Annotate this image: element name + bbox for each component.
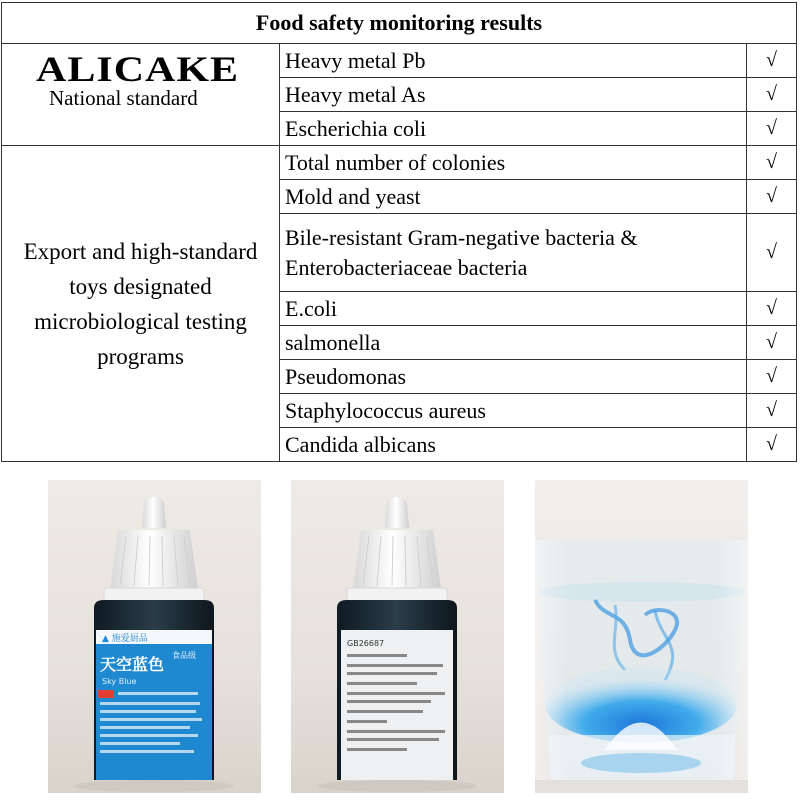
national-standard-cell [2,44,280,146]
check-mark: √ [747,360,797,394]
check-mark: √ [747,44,797,78]
product-code: GB26687 [347,639,385,648]
testing-program-cell [2,146,280,462]
color-name-en: Sky Blue [102,677,137,686]
glass-with-dye-photo [535,480,748,793]
test-item: Candida albicans [280,428,747,462]
check-mark: √ [747,112,797,146]
check-mark: √ [747,428,797,462]
brand-logo: ALICAKE [36,50,240,90]
bottle-back-label [341,630,453,780]
test-item: Heavy metal Pb [280,44,747,78]
check-mark: √ [747,78,797,112]
program-label-line: microbiological testing [34,308,247,334]
national-standard-label: National standard [49,86,198,110]
test-item-line: Enterobacteriaceae bacteria [285,254,528,280]
check-mark: √ [747,292,797,326]
brand-text: ▲ 施爱厨品 [102,634,148,644]
test-item: Mold and yeast [280,180,747,214]
test-item: Total number of colonies [280,146,747,180]
food-safety-results-table [1,2,797,462]
bottle-back-photo [291,480,504,793]
program-label-line: Export and high-standard [23,238,258,264]
test-item: salmonella [280,326,747,360]
test-item: Staphylococcus aureus [280,394,747,428]
check-mark: √ [747,214,797,292]
cap-tip [142,497,166,528]
check-mark: √ [747,394,797,428]
test-item: Escherichia coli [280,112,747,146]
program-label-line: toys designated [69,273,212,299]
test-item: E.coli [280,292,747,326]
test-item-line: Bile-resistant Gram-negative bacteria & [285,224,638,250]
check-mark: √ [747,180,797,214]
grade-text: 食品级 [172,651,196,660]
check-mark: √ [747,326,797,360]
table-title: Food safety monitoring results [2,3,797,44]
test-item: Pseudomonas [280,360,747,394]
bottle-front-photo [48,480,261,793]
check-mark: √ [747,146,797,180]
test-item [280,214,747,292]
color-name-cn: 天空蓝色 [100,655,165,674]
program-label-line: programs [97,343,184,369]
test-item: Heavy metal As [280,78,747,112]
